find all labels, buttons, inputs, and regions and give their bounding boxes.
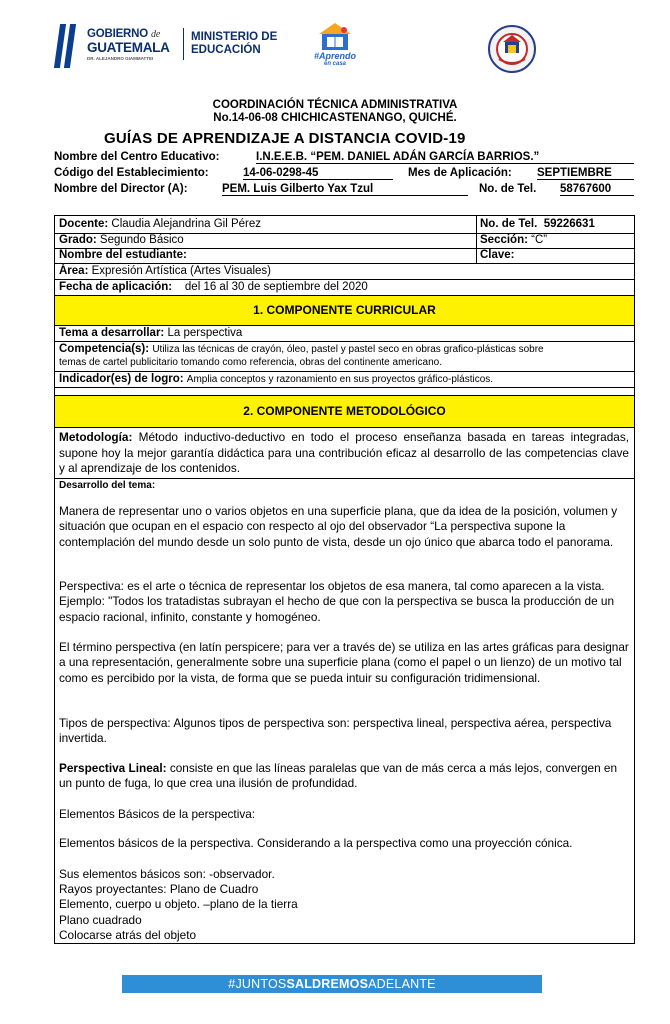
centro-label: Nombre del Centro Educativo: bbox=[54, 151, 220, 163]
director-value: PEM. Luis Gilberto Yax Tzul bbox=[222, 183, 468, 196]
docente-row: Docente: Claudia Alejandrina Gil Pérez bbox=[59, 218, 261, 230]
estudiante-row: Nombre del estudiante: bbox=[59, 249, 187, 261]
house-book-icon bbox=[318, 22, 352, 52]
logo-divider bbox=[183, 28, 184, 60]
footer-hashtag-banner: #JUNTOSSALDREMOSADELANTE bbox=[122, 975, 542, 993]
docente-tel: No. de Tel. 59226631 bbox=[480, 218, 595, 230]
seccion-row: Sección: “C” bbox=[480, 234, 548, 246]
area-row: Área: Expresión Artística (Artes Visuales) bbox=[59, 265, 271, 277]
content-list-item: Elemento, cuerpo u objeto. –plano de la tierra bbox=[59, 897, 298, 911]
content-paragraph: Manera de representar uno o varios objetos en una superficie plana, que da idea de la posición, volumen y situación que ocupan en el espacio con respecto al ojo del observador “La perspectiva supone la contemplación del mundo desde un solo punto de vista, desde un ojo único que abarca todo el panorama. bbox=[59, 504, 618, 549]
school-seal-icon bbox=[487, 24, 537, 74]
content-paragraph: Elementos Básicos de la perspectiva: bbox=[59, 807, 256, 821]
content-paragraph: Perspectiva Lineal: consiste en que las líneas paralelas que van de más cerca a más lejos, convergen en un punto de fuga, lo que crea una ilusión de profundidad. bbox=[59, 761, 618, 791]
codigo-value: 14-06-0298-45 bbox=[243, 167, 393, 180]
centro-value: I.N.E.E.B. “PEM. DANIEL ADÁN GARCÍA BARRIOS.” bbox=[256, 151, 634, 164]
coordinacion-code: No.14-06-08 CHICHICASTENANGO, QUICHÉ. bbox=[213, 112, 457, 124]
guide-table bbox=[54, 215, 635, 944]
componente-curricular-header: 1. COMPONENTE CURRICULAR bbox=[55, 296, 634, 325]
grado-row: Grado: Segundo Básico bbox=[59, 234, 184, 246]
aprendo-en-casa-logo bbox=[305, 22, 365, 72]
page-title: GUÍAS DE APRENDIZAJE A DISTANCIA COVID-19 bbox=[104, 130, 466, 147]
content-paragraph: Perspectiva: es el arte o técnica de representar los objetos de esa manera, tal como aparecen a la vista. Ejemplo: "Todos los tratadistas subrayan el hecho de que con la perspectiva se busca la producción de un espacio racional, infinito, constante y homogéneo. bbox=[59, 579, 615, 624]
codigo-label: Código del Establecimiento: bbox=[54, 167, 209, 179]
coordinacion-title: COORDINACIÓN TÉCNICA ADMINISTRATIVA bbox=[212, 99, 458, 111]
content-paragraph: El término perspectiva (en latín perspicere; para ver a través de) se utiliza en las artes gráficas para designar a una representación, generalmente sobre una superficie plana (como el papel o un lienzo) de un motivo tal como es percibido por la vista, de forma que se pueda intuir su configuración tridimensional. bbox=[59, 640, 629, 685]
content-paragraph: Tipos de perspectiva: Algunos tipos de perspectiva son: perspectiva lineal, perspectiva aérea, perspectiva invertida. bbox=[59, 716, 612, 746]
director-label: Nombre del Director (A): bbox=[54, 183, 188, 195]
aprendo-label: #Aprendo en casa bbox=[313, 51, 356, 67]
content-list-item: Plano cuadrado bbox=[59, 913, 142, 927]
director-tel-label: No. de Tel. bbox=[479, 183, 537, 195]
director-tel-value: 58767600 bbox=[560, 183, 634, 196]
competencia-row: Competencia(s): Utiliza las técnicas de crayón, óleo, pastel y pastel seco en obras grafico-plásticas sobre bbox=[59, 343, 544, 355]
ministerio-label: MINISTERIO DE EDUCACIÓN bbox=[191, 31, 278, 56]
competencia-row-cont: temas de cartel publicitario tomando como referencia, obras del continente americano. bbox=[59, 357, 442, 368]
content-list-item: Rayos proyectantes: Plano de Cuadro bbox=[59, 882, 259, 896]
gobierno-guatemala-logo bbox=[55, 22, 285, 72]
indicador-row: Indicador(es) de logro: Amplia conceptos y razonamiento en sus proyectos gráfico-plásticos. bbox=[59, 373, 494, 385]
desarrollo-label: Desarrollo del tema: bbox=[59, 480, 156, 491]
flag-stripes-icon bbox=[55, 24, 79, 68]
content-paragraph: Elementos básicos de la perspectiva. Considerando a la perspectiva como una proyección cónica. bbox=[59, 836, 573, 850]
clave-row: Clave: bbox=[480, 249, 515, 261]
content-list-item: Colocarse atrás del objeto bbox=[59, 928, 197, 942]
componente-metodologico-header: 2. COMPONENTE METODOLÓGICO bbox=[55, 396, 634, 427]
gobierno-label: GOBIERNO de bbox=[87, 28, 161, 40]
mes-label: Mes de Aplicación: bbox=[408, 167, 512, 179]
mes-value: SEPTIEMBRE bbox=[537, 167, 634, 180]
content-list-item: Sus elementos básicos son: -observador. bbox=[59, 867, 275, 881]
gobierno-sub-label: DR. ALEJANDRO GIAMMATTEI bbox=[87, 56, 154, 61]
metodologia-row: Metodología: Método inductivo-deductivo en todo el proceso enseñanza basada en tareas integradas, supone hoy la mejor garantía didáctica para una contribución eficaz al desarrollo de las competencias clave y al aprendizaje de los contenidos. bbox=[59, 430, 630, 475]
guatemala-label: GUATEMALA bbox=[87, 40, 170, 55]
tema-row: Tema a desarrollar: La perspectiva bbox=[59, 327, 243, 339]
fecha-row: Fecha de aplicación: del 16 al 30 de septiembre del 2020 bbox=[59, 281, 368, 293]
